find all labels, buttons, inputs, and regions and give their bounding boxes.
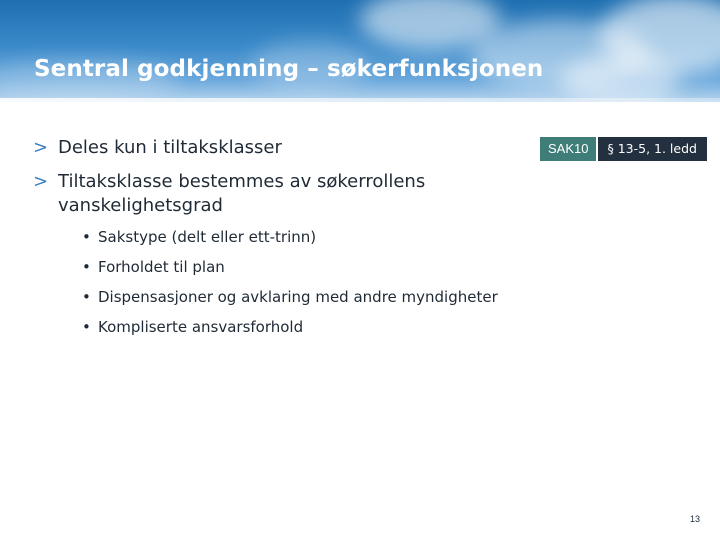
sub-list-item-text: Forholdet til plan (98, 258, 225, 276)
chevron-right-icon: > (33, 137, 49, 158)
sub-list-item (58, 252, 530, 282)
sub-list-item (58, 222, 530, 252)
page-number: 13 (689, 514, 700, 524)
list-item (30, 136, 530, 160)
chevron-right-icon: > (33, 171, 49, 192)
sub-list-item-text: Sakstype (delt eller ett-trinn) (98, 228, 317, 246)
list-item-text: Deles kun i tiltaksklasser (58, 137, 282, 158)
bullet-icon: • (82, 258, 91, 276)
bullet-icon: • (82, 228, 91, 246)
list-item-text: Tiltaksklasse bestemmes av søkerrollens vanskelighetsgrad (58, 171, 426, 216)
bullet-icon: • (82, 288, 91, 306)
header-sky-background (0, 0, 720, 102)
sub-list-item (58, 312, 530, 342)
sub-list-item-text: Kompliserte ansvarsforhold (98, 318, 304, 336)
regulation-code: SAK10 (540, 137, 598, 161)
bullet-icon: • (82, 318, 91, 336)
legal-reference-tag (540, 137, 707, 161)
list-item (30, 170, 530, 342)
sub-list-item (58, 282, 530, 312)
header-divider (0, 98, 720, 102)
cloud-decoration (560, 55, 680, 102)
slide-title: Sentral godkjenning – søkerfunksjonen (34, 56, 544, 82)
sub-list (58, 222, 530, 342)
regulation-paragraph: § 13-5, 1. ledd (598, 137, 706, 161)
sub-list-item-text: Dispensasjoner og avklaring med andre myndigheter (98, 288, 498, 306)
slide-body (30, 136, 530, 352)
